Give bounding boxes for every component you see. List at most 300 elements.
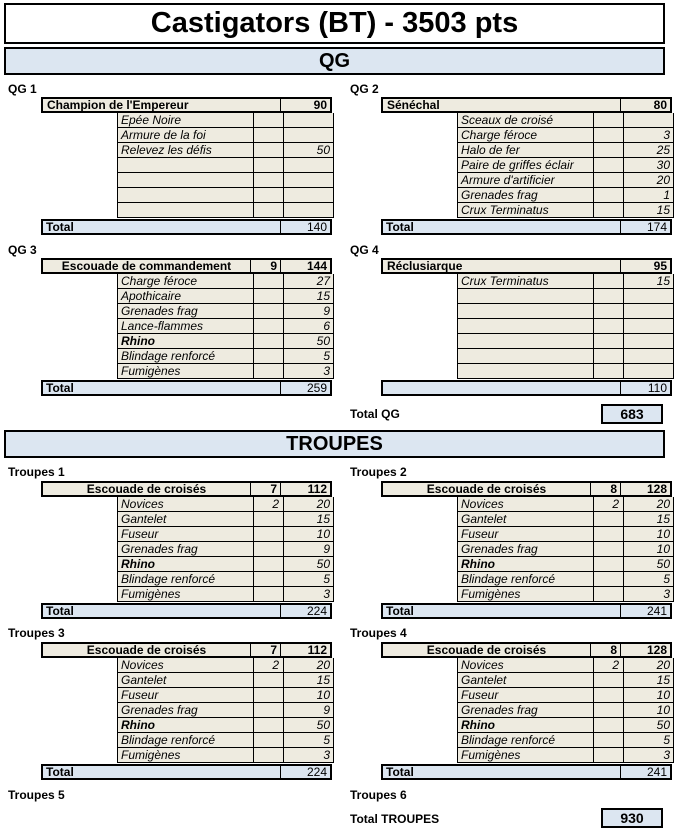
option-row [118,334,333,349]
option-count [593,673,623,687]
option-row [458,688,673,703]
section-header-troupes: TROUPES [4,430,665,458]
option-points: 20 [623,173,673,187]
option-row [118,688,333,703]
option-row [118,572,333,587]
option-row [118,718,333,733]
option-points [283,158,333,172]
unit-total-value: 224 [280,605,330,617]
option-name: Novices [121,658,164,672]
option-points [283,128,333,142]
unit-total-label: Total [46,604,74,618]
unit-label-troupes-6: Troupes 6 [350,788,407,802]
unit-total-value: 110 [620,382,670,394]
option-points: 5 [283,349,333,363]
option-count [253,703,283,717]
unit-name: Escouade de commandement [61,259,232,273]
option-row [458,128,673,143]
option-count [593,319,623,333]
option-points [623,349,673,363]
unit-header [41,97,332,113]
option-name [118,203,253,217]
option-points: 10 [283,688,333,702]
option-count [253,527,283,541]
option-name: Rhino [121,334,155,348]
unit-points: 144 [280,260,330,272]
option-points: 10 [623,542,673,556]
option-count [253,203,283,217]
option-count [593,718,623,732]
unit-total-row [41,380,332,396]
unit-options-list [457,274,674,379]
option-points: 20 [623,497,673,511]
unit-header [381,97,672,113]
option-row [458,512,673,527]
option-count [253,572,283,586]
option-row [458,542,673,557]
option-name: Rhino [461,718,495,732]
option-count [593,512,623,526]
option-name: Gantelet [461,512,507,526]
option-row [118,497,333,512]
option-count [593,572,623,586]
option-points: 15 [283,512,333,526]
option-row [118,703,333,718]
option-name: Armure de la foi [121,128,206,142]
option-name [458,334,593,348]
option-row [118,587,333,602]
option-points: 50 [623,718,673,732]
option-points [623,334,673,348]
option-count [253,512,283,526]
option-name: Grenades frag [121,542,198,556]
option-row [458,703,673,718]
option-count [593,188,623,202]
option-points: 9 [283,304,333,318]
option-count [253,587,283,601]
option-points: 5 [623,733,673,747]
option-row [458,718,673,733]
option-name [458,364,593,378]
option-points: 10 [283,527,333,541]
unit-total-value: 174 [620,221,670,233]
unit-name: Réclusiarque [387,259,463,273]
option-count [253,188,283,202]
option-count [593,304,623,318]
option-count [593,274,623,288]
option-points: 3 [623,128,673,142]
option-row [458,733,673,748]
option-name [458,349,593,363]
option-count: 2 [593,658,623,672]
option-name: Grenades frag [121,304,198,318]
option-row [458,158,673,173]
unit-options-list [457,497,674,602]
option-name: Grenades frag [461,703,538,717]
unit-label-qg-1: QG 1 [8,82,37,96]
unit-points: 95 [620,260,670,272]
option-count [253,289,283,303]
option-name: Crux Terminatus [461,203,549,217]
option-points: 3 [623,587,673,601]
option-points [283,203,333,217]
option-points: 5 [623,572,673,586]
option-row [118,158,333,173]
option-points: 20 [283,497,333,511]
option-count [593,158,623,172]
option-points: 15 [623,512,673,526]
option-name: Blindage renforcé [121,733,216,747]
unit-total-row [381,603,672,619]
option-count [253,173,283,187]
option-count: 2 [253,497,283,511]
option-row [458,143,673,158]
option-row [458,319,673,334]
option-name [458,319,593,333]
option-name: Fuseur [461,527,499,541]
option-points: 30 [623,158,673,172]
option-count [253,748,283,762]
option-count [253,113,283,127]
unit-total-row [41,764,332,780]
option-points: 50 [283,334,333,348]
option-name: Rhino [121,718,155,732]
option-name [458,304,593,318]
option-row [118,319,333,334]
unit-label-qg-2: QG 2 [350,82,379,96]
unit-total-label: Total [46,765,74,779]
option-count [593,527,623,541]
option-count [593,587,623,601]
option-name: Gantelet [121,673,167,687]
option-name: Fumigènes [461,748,521,762]
unit-total-label [383,382,620,394]
unit-name: Escouade de croisés [426,643,547,657]
option-points [623,304,673,318]
total-troupes-label: Total TROUPES [350,812,440,826]
option-name: Novices [461,658,504,672]
unit-options-list [457,658,674,763]
unit-header [381,642,672,658]
unit-header [381,481,672,497]
option-count: 2 [593,497,623,511]
option-points: 15 [623,673,673,687]
option-count [253,733,283,747]
option-count [253,688,283,702]
option-count [253,158,283,172]
option-row [118,733,333,748]
option-name: Sceaux de croisé [461,113,554,127]
option-points: 1 [623,188,673,202]
option-name: Gantelet [461,673,507,687]
option-row [118,748,333,763]
option-count [253,274,283,288]
option-points [623,113,673,127]
option-points: 15 [623,274,673,288]
unit-count: 7 [250,644,280,656]
option-points [283,188,333,202]
option-row [118,557,333,572]
option-count [253,349,283,363]
option-points: 3 [283,748,333,762]
option-name: Crux Terminatus [461,274,549,288]
option-name: Relevez les défis [121,143,212,157]
unit-label-troupes-1: Troupes 1 [8,465,65,479]
unit-header [41,642,332,658]
option-row [458,203,673,218]
option-row [118,143,333,158]
option-row [118,113,333,128]
option-name: Blindage renforcé [461,733,556,747]
unit-total-value: 241 [620,766,670,778]
option-count [593,703,623,717]
unit-count: 8 [590,483,620,495]
option-count [593,113,623,127]
option-row [458,334,673,349]
option-row [458,173,673,188]
unit-header [41,258,332,274]
option-name: Fumigènes [121,364,181,378]
option-count [593,542,623,556]
option-row [118,274,333,289]
option-name: Apothicaire [121,289,182,303]
option-count [593,334,623,348]
option-row [458,673,673,688]
option-row [458,497,673,512]
option-count [593,289,623,303]
option-count [593,748,623,762]
option-points: 3 [283,364,333,378]
option-name: Armure d'artificier [461,173,555,187]
option-points: 25 [623,143,673,157]
option-count [593,128,623,142]
option-points: 50 [283,143,333,157]
option-count: 2 [253,658,283,672]
option-points [283,113,333,127]
unit-name: Escouade de croisés [86,643,207,657]
option-row [458,188,673,203]
option-points: 50 [283,557,333,571]
option-points: 50 [283,718,333,732]
option-row [118,304,333,319]
unit-points: 112 [280,644,330,656]
option-name [118,173,253,187]
unit-points: 128 [620,483,670,495]
option-row [458,658,673,673]
unit-points: 90 [280,99,330,111]
option-name: Fumigènes [121,587,181,601]
option-points: 15 [283,673,333,687]
unit-options-list [117,497,334,602]
option-name: Fuseur [121,527,159,541]
unit-label-troupes-4: Troupes 4 [350,626,407,640]
option-count [253,542,283,556]
unit-count: 8 [590,644,620,656]
page-title: Castigators (BT) - 3503 pts [4,3,665,44]
unit-name: Escouade de croisés [426,482,547,496]
option-count [253,557,283,571]
option-row [118,364,333,379]
option-name: Fuseur [121,688,159,702]
option-name: Blindage renforcé [121,572,216,586]
option-count [253,128,283,142]
option-points: 10 [623,527,673,541]
option-points: 3 [623,748,673,762]
option-count [593,173,623,187]
option-count [253,304,283,318]
option-row [458,748,673,763]
unit-total-row [381,380,672,396]
option-name [458,289,593,303]
option-row [118,527,333,542]
option-name: Novices [461,497,504,511]
section-header-qg: QG [4,47,665,75]
option-row [458,113,673,128]
unit-label-troupes-2: Troupes 2 [350,465,407,479]
unit-points: 80 [620,99,670,111]
unit-total-row [381,764,672,780]
unit-total-label: Total [386,604,414,618]
option-name: Blindage renforcé [121,349,216,363]
option-name: Blindage renforcé [461,572,556,586]
option-points: 9 [283,703,333,717]
option-count [593,143,623,157]
option-points: 20 [623,658,673,672]
option-count [253,143,283,157]
option-points: 6 [283,319,333,333]
unit-header [41,481,332,497]
unit-options-list [117,658,334,763]
option-name: Charge féroce [121,274,198,288]
option-name: Epée Noire [121,113,182,127]
option-name [118,188,253,202]
option-name: Rhino [461,557,495,571]
option-row [458,587,673,602]
option-row [118,203,333,218]
option-name: Gantelet [121,512,167,526]
option-name: Novices [121,497,164,511]
option-count [593,733,623,747]
option-row [118,673,333,688]
option-points: 5 [283,733,333,747]
option-row [118,542,333,557]
option-name: Fumigènes [121,748,181,762]
option-points: 27 [283,274,333,288]
option-name [118,158,253,172]
option-row [118,349,333,364]
unit-total-row [41,219,332,235]
unit-name: Champion de l'Empereur [47,98,189,112]
option-points: 9 [283,542,333,556]
option-points: 20 [283,658,333,672]
option-count [253,319,283,333]
total-qg-label: Total QG [350,407,400,421]
unit-count: 9 [250,260,280,272]
option-count [253,673,283,687]
option-name: Grenades frag [461,188,538,202]
option-row [458,274,673,289]
option-row [458,557,673,572]
unit-name: Escouade de croisés [86,482,207,496]
option-name: Lance-flammes [121,319,204,333]
option-name: Paire de griffes éclair [461,158,574,172]
unit-total-label: Total [46,220,74,234]
option-count [253,334,283,348]
option-row [458,304,673,319]
option-name: Fumigènes [461,587,521,601]
unit-total-value: 140 [280,221,330,233]
unit-options-list [117,113,334,218]
unit-header [381,258,672,274]
option-count [253,718,283,732]
unit-total-row [381,219,672,235]
unit-total-value: 224 [280,766,330,778]
option-name: Halo de fer [461,143,520,157]
option-points: 15 [623,203,673,217]
unit-name: Sénéchal [387,98,440,112]
unit-total-label: Total [386,220,414,234]
option-count [593,557,623,571]
option-name: Fuseur [461,688,499,702]
total-qg-value: 683 [601,404,663,424]
unit-total-label: Total [46,381,74,395]
option-points: 50 [623,557,673,571]
unit-total-value: 241 [620,605,670,617]
option-row [118,658,333,673]
option-row [458,349,673,364]
unit-label-troupes-5: Troupes 5 [8,788,65,802]
option-row [118,173,333,188]
unit-count: 7 [250,483,280,495]
option-points: 3 [283,587,333,601]
unit-total-value: 259 [280,382,330,394]
option-row [458,364,673,379]
option-row [458,572,673,587]
unit-total-label: Total [386,765,414,779]
option-row [118,512,333,527]
option-count [593,688,623,702]
option-row [458,527,673,542]
unit-total-row [41,603,332,619]
option-points [623,289,673,303]
option-name: Charge féroce [461,128,538,142]
unit-label-qg-4: QG 4 [350,243,379,257]
option-points [623,364,673,378]
option-name: Grenades frag [461,542,538,556]
option-row [118,289,333,304]
option-points: 10 [623,688,673,702]
option-row [118,188,333,203]
unit-label-qg-3: QG 3 [8,243,37,257]
option-name: Rhino [121,557,155,571]
option-points [283,173,333,187]
option-name: Grenades frag [121,703,198,717]
option-count [253,364,283,378]
option-row [458,289,673,304]
unit-points: 128 [620,644,670,656]
option-points [623,319,673,333]
total-troupes-value: 930 [601,808,663,828]
option-points: 10 [623,703,673,717]
unit-points: 112 [280,483,330,495]
unit-options-list [457,113,674,218]
option-count [593,364,623,378]
option-points: 5 [283,572,333,586]
unit-options-list [117,274,334,379]
option-row [118,128,333,143]
option-points: 15 [283,289,333,303]
option-count [593,203,623,217]
